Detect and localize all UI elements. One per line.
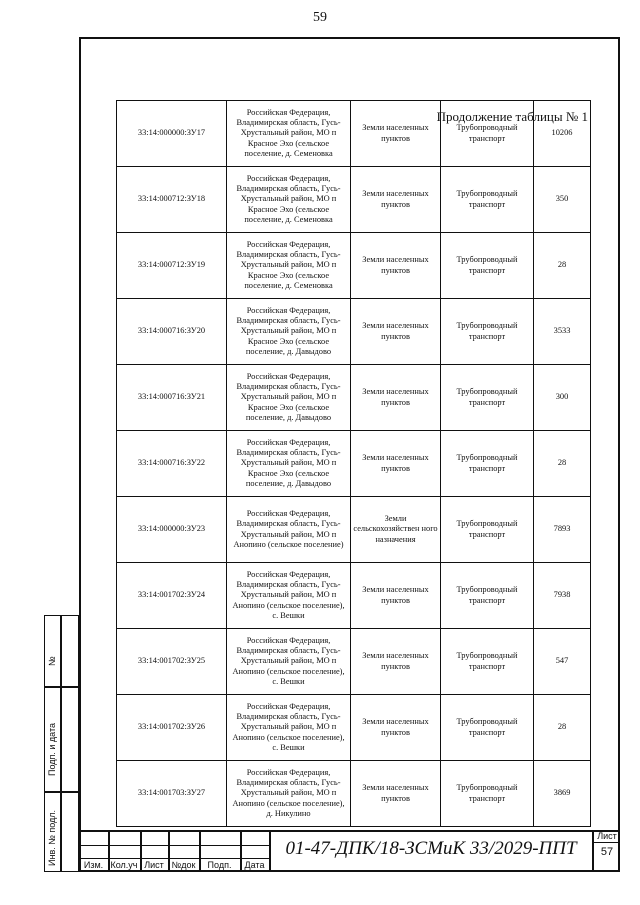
- cell-address: Российская Федерация, Владимирская область, Гусь-Хрустальный район, МО п Красное Эхо (сельское поселение, д. Семеновка: [227, 167, 351, 233]
- header-signature: Подп.: [207, 860, 232, 870]
- label-original-inventory-number: Инв. № подл.: [47, 809, 57, 866]
- table-row: [117, 365, 591, 431]
- cell-area: 350: [534, 167, 591, 233]
- cell-cadastral-number: 33:14:001702:ЗУ24: [117, 563, 227, 629]
- cell-area: 3533: [534, 299, 591, 365]
- page-number: 59: [313, 10, 327, 25]
- table-row: [117, 431, 591, 497]
- cell-area: 28: [534, 695, 591, 761]
- cell-address: Российская Федерация, Владимирская область, Гусь-Хрустальный район, МО п Анопино (сельское поселение), с. Вешки: [227, 629, 351, 695]
- table-row: [117, 563, 591, 629]
- cell-cadastral-number: 33:14:000000:ЗУ17: [117, 101, 227, 167]
- cell-address: Российская Федерация, Владимирская область, Гусь-Хрустальный район, МО п Красное Эхо (сельское поселение, д. Семеновка: [227, 233, 351, 299]
- sheet-number: 57: [600, 846, 614, 858]
- binding-strip-divider: [60, 615, 62, 872]
- cell-address: Российская Федерация, Владимирская область, Гусь-Хрустальный район, МО п Анопино (сельское поселение), с. Вешки: [227, 695, 351, 761]
- cell-permitted-use: Трубопроводный транспорт: [441, 497, 534, 563]
- cell-permitted-use: Трубопроводный транспорт: [441, 629, 534, 695]
- cell-address: Российская Федерация, Владимирская область, Гусь-Хрустальный район, МО п Анопино (сельское поселение): [227, 497, 351, 563]
- cell-cadastral-number: 33:14:001703:ЗУ27: [117, 761, 227, 827]
- cell-land-category: Земли населенных пунктов: [351, 563, 441, 629]
- cell-permitted-use: Трубопроводный транспорт: [441, 695, 534, 761]
- cell-area: 28: [534, 431, 591, 497]
- cell-land-category: Земли населенных пунктов: [351, 233, 441, 299]
- cell-cadastral-number: 33:14:000712:ЗУ19: [117, 233, 227, 299]
- cell-land-category: Земли населенных пунктов: [351, 761, 441, 827]
- cell-address: Российская Федерация, Владимирская область, Гусь-Хрустальный район, МО п Красное Эхо (сельское поселение, д. Семеновка: [227, 101, 351, 167]
- cell-address: Российская Федерация, Владимирская область, Гусь-Хрустальный район, МО п Красное Эхо (сельское поселение, д. Давыдово: [227, 299, 351, 365]
- cell-permitted-use: Трубопроводный транспорт: [441, 299, 534, 365]
- cell-land-category: Земли населенных пунктов: [351, 365, 441, 431]
- cell-cadastral-number: 33:14:000716:ЗУ22: [117, 431, 227, 497]
- cell-cadastral-number: 33:14:000000:ЗУ23: [117, 497, 227, 563]
- cell-area: 7893: [534, 497, 591, 563]
- sheet-label: Лист: [597, 831, 617, 841]
- parcels-table: [116, 100, 591, 827]
- table-row: [117, 101, 591, 167]
- cell-area: 3869: [534, 761, 591, 827]
- label-inventory-number: №: [47, 656, 57, 666]
- table-row: [117, 497, 591, 563]
- cell-permitted-use: Трубопроводный транспорт: [441, 365, 534, 431]
- cell-land-category: Земли сельскохозяйствен ного назначения: [351, 497, 441, 563]
- cell-address: Российская Федерация, Владимирская область, Гусь-Хрустальный район, МО п Анопино (сельское поселение), с. Вешки: [227, 563, 351, 629]
- cell-permitted-use: Трубопроводный транспорт: [441, 563, 534, 629]
- cell-land-category: Земли населенных пунктов: [351, 629, 441, 695]
- label-signature-date: Подп. и дата: [47, 722, 57, 776]
- cell-cadastral-number: 33:14:000716:ЗУ20: [117, 299, 227, 365]
- cell-cadastral-number: 33:14:000716:ЗУ21: [117, 365, 227, 431]
- cell-permitted-use: Трубопроводный транспорт: [441, 167, 534, 233]
- cell-permitted-use: Трубопроводный транспорт: [441, 101, 534, 167]
- table-row: [117, 695, 591, 761]
- cell-area: 7938: [534, 563, 591, 629]
- cell-permitted-use: Трубопроводный транспорт: [441, 431, 534, 497]
- table-row: [117, 761, 591, 827]
- header-doc-number: №док: [171, 860, 196, 870]
- header-sheet: Лист: [144, 860, 164, 870]
- cell-address: Российская Федерация, Владимирская область, Гусь-Хрустальный район, МО п Анопино (сельское поселение), д. Никулино: [227, 761, 351, 827]
- cell-area: 300: [534, 365, 591, 431]
- cell-address: Российская Федерация, Владимирская область, Гусь-Хрустальный район, МО п Красное Эхо (сельское поселение, д. Давыдово: [227, 365, 351, 431]
- binding-strip-separator: [44, 791, 79, 793]
- cell-area: 547: [534, 629, 591, 695]
- document-code: 01-47-ДПК/18-ЗСМиК 33/2029-ППТ: [285, 838, 577, 859]
- table-row: [117, 629, 591, 695]
- cell-permitted-use: Трубопроводный транспорт: [441, 761, 534, 827]
- cell-land-category: Земли населенных пунктов: [351, 431, 441, 497]
- cell-area: 10206: [534, 101, 591, 167]
- table-row: [117, 233, 591, 299]
- cell-land-category: Земли населенных пунктов: [351, 167, 441, 233]
- header-change: Изм.: [83, 860, 104, 870]
- cell-land-category: Земли населенных пунктов: [351, 695, 441, 761]
- cell-cadastral-number: 33:14:000712:ЗУ18: [117, 167, 227, 233]
- cell-cadastral-number: 33:14:001702:ЗУ25: [117, 629, 227, 695]
- cell-cadastral-number: 33:14:001702:ЗУ26: [117, 695, 227, 761]
- continuation-label: Продолжение таблицы № 1: [436, 109, 588, 124]
- table-row: [117, 167, 591, 233]
- header-date: Дата: [244, 860, 265, 870]
- cell-land-category: Земли населенных пунктов: [351, 101, 441, 167]
- cell-address: Российская Федерация, Владимирская область, Гусь-Хрустальный район, МО п Красное Эхо (сельское поселение, д. Давыдово: [227, 431, 351, 497]
- table-row: [117, 299, 591, 365]
- header-count: Кол.уч: [110, 860, 138, 870]
- cell-area: 28: [534, 233, 591, 299]
- cell-permitted-use: Трубопроводный транспорт: [441, 233, 534, 299]
- title-block-row-line: [592, 842, 620, 843]
- binding-strip-separator: [44, 686, 79, 688]
- cell-land-category: Земли населенных пунктов: [351, 299, 441, 365]
